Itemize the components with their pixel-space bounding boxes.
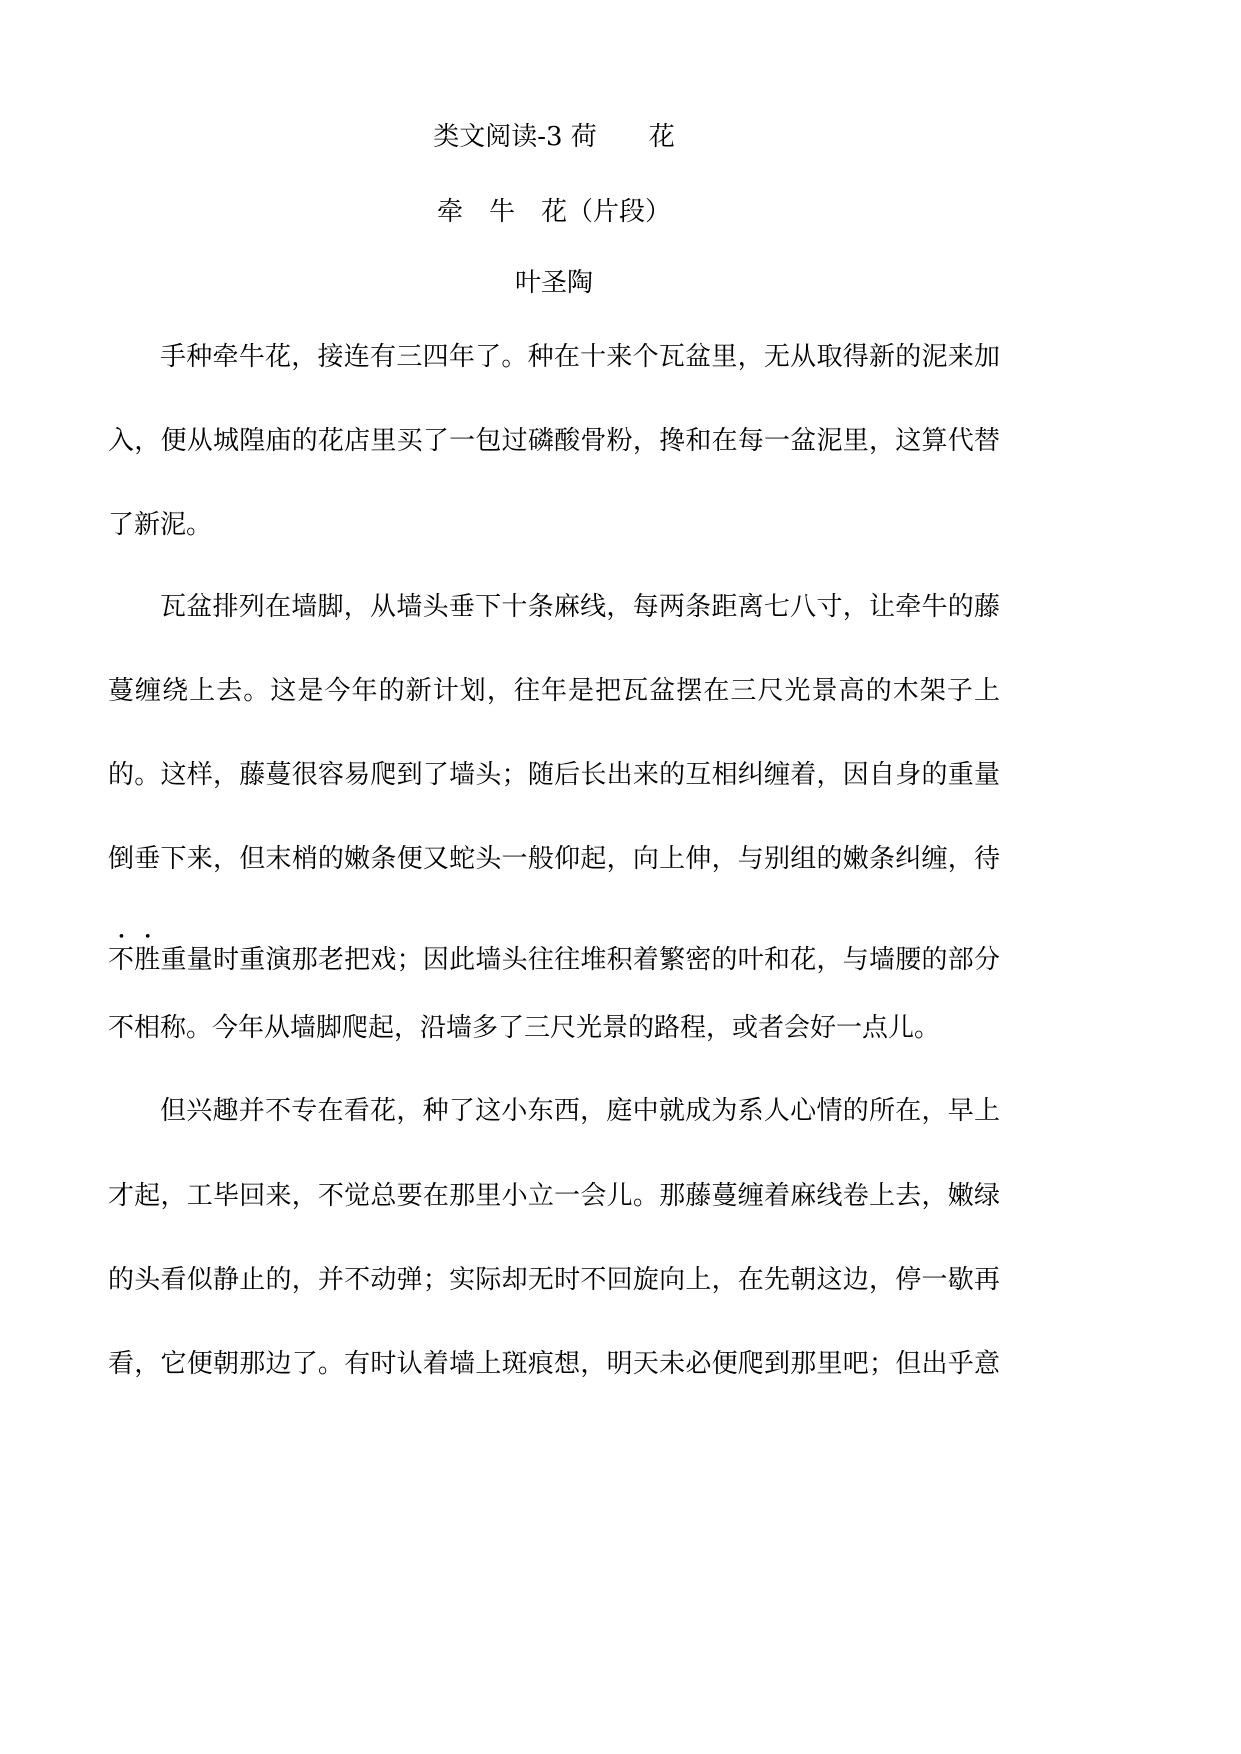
author-name: 叶圣陶 (514, 268, 593, 298)
paragraph-line: 不相称。今年从墙脚爬起，沿墙多了三尺光景的路程，或者会好一点儿。 (108, 1013, 941, 1043)
paragraph-line: 蔓缠绕上去。这是今年的新计划，往年是把瓦盆摆在三尺光景高的木架子上 (108, 676, 1000, 706)
paragraph-line: 手种牵牛花，接连有三四年了。种在十来个瓦盆里，无从取得新的泥来加 (160, 342, 1000, 372)
paragraph-line: 才起，工毕回来，不觉总要在那里小立一会儿。那藤蔓缠着麻线卷上去，嫩绿 (108, 1181, 1000, 1211)
paragraph-line: 但兴趣并不专在看花，种了这小东西，庭中就成为系人心情的所在，早上 (160, 1096, 1000, 1126)
paragraph-line: 的头看似静止的，并不动弹；实际却无时不回旋向上，在先朝这边，停一歇再 (108, 1265, 1000, 1295)
paragraph-line: 倒垂下来，但末梢的嫩条便又蛇头一般仰起，向上伸，与别组的嫩条纠缠，待 (108, 844, 1000, 874)
paragraph-line: 瓦盆排列在墙脚，从墙头垂下十条麻线，每两条距离七八寸，让牵牛的藤 (160, 592, 1000, 622)
article-title: 牵 牛 花（片段） (436, 197, 671, 227)
paragraph-line: 看，它便朝那边了。有时认着墙上斑痕想，明天未必便爬到那里吧；但出乎意 (108, 1349, 1000, 1379)
paragraph-line-text: 重量时重演那老把戏；因此墙头往往堆积着繁密的叶和花，与墙腰的部分 (160, 945, 1000, 975)
paragraph-line: 了新泥。 (108, 510, 213, 540)
paragraph-line: 的。这样，藤蔓很容易爬到了墙头；随后长出来的互相纠缠着，因自身的重量 (108, 760, 1000, 790)
paragraph-line (108, 930, 1000, 975)
paragraph-line: 入，便从城隍庙的花店里买了一包过磷酸骨粉，搀和在每一盆泥里，这算代替 (108, 426, 1000, 456)
emphasized-text: 不胜 (108, 945, 161, 975)
page-title: 类文阅读-3 荷 花 (433, 122, 675, 152)
